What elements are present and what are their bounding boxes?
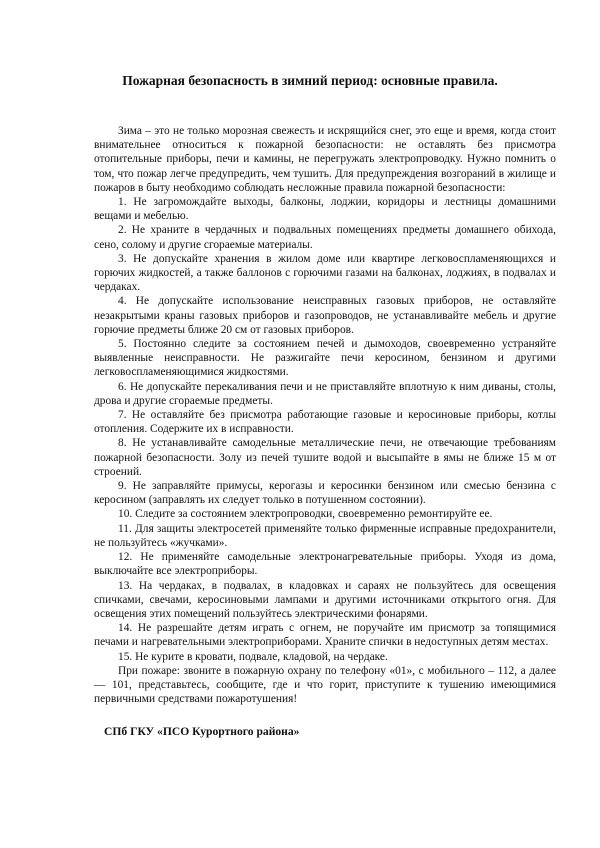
rule-9: 9. Не заправляйте примусы, керогазы и керосинки бензином или смесью бензина с керосином (заправлять их следует только в потушенном состоянии). [94,480,556,507]
document-body [94,124,556,706]
rule-15: 15. Не курите в кровати, подвале, кладовой, на чердаке. [118,650,388,663]
rule-3: 3. Не допускайте хранения в жилом доме или квартире легковоспламеняющихся и горючих жидкостей, а также баллонов с горючими газами на балконах, лоджиях, в подвалах и чердаках. [94,252,556,294]
rule-5: 5. Постоянно следите за состоянием печей и дымоходов, своевременно устраняйте выявленные неисправности. Не разжигайте печи керосином, бензином и другими легковоспламеняющимися жидкостями. [94,338,556,379]
page-title: Пожарная безопасность в зимний период: основные правила. [122,73,498,88]
rule-6: 6. Не допускайте перекаливания печи и не приставляйте вплотную к ним диваны, столы, дрова и другие сгораемые предметы. [94,380,556,407]
rule-8: 8. Не устанавливайте самодельные металлические печи, не отвечающие требованиям пожарной безопасности. Золу из печей тушите водой и высыпайте в ямы не ближе 15 м от строений. [94,437,556,478]
rule-7: 7. Не оставляйте без присмотра работающие газовые и керосиновые приборы, котлы отопления. Содержите их в исправности. [94,409,556,436]
rule-1: 1. Не загромождайте выходы, балконы, лоджии, коридоры и лестницы домашними вещами и мебелью. [94,196,556,223]
rule-2: 2. Не храните в чердачных и подвальных помещениях предметы домашнего обихода, сено, солому и другие сгораемые материалы. [94,224,556,251]
rule-14: 14. Не разрешайте детям играть с огнем, не поручайте им присмотр за топящимися печами и нагревательными электроприборами. Храните спички в недоступных детям местах. [94,622,556,649]
rule-4: 4. Не допускайте использование неисправных газовых приборов, не оставляйте незакрытыми краны газовых приборов и газопроводов, не устанавливайте мебель и другие горючие предметы ближе 20 см от газовых приборов. [94,295,556,336]
intro-paragraph: Зима – это не только морозная свежесть и искрящийся снег, это еще и время, когда стоит внимательнее относиться к пожарной безопасности: не оставлять без присмотра отопительные приборы, печи и камины, не перегружать электропроводку. Нужно помнить о том, что пожар легче предупредить, чем тушить. Для предупреждения возгораний в жилище и пожаров в быту необходимо соблюдать несложные правила пожарной безопасности: [94,125,556,194]
rule-11: 11. Для защиты электросетей применяйте только фирменные исправные предохранители, не пользуйтесь «жучками». [94,522,556,549]
rule-10: 10. Следите за состоянием электропроводки, своевременно ремонтируйте ее. [118,508,493,521]
fire-call-paragraph: При пожаре: звоните в пожарную охрану по телефону «01», с мобильного – 112, а далее — 101, представьтесь, сообщите, где и что горит, приступите к тушению имеющимися первичными средствами пожаротушения! [94,664,556,706]
rule-13: 13. На чердаках, в подвалах, в кладовках и сараях не пользуйтесь для освещения спичками, свечами, керосиновыми лампами и другими источниками открытого огня. Для освещения этих помещений пользуйтесь электрическими фонарями. [94,579,556,620]
rule-12: 12. Не применяйте самодельные электронагревательные приборы. Уходя из дома, выключайте все электроприборы. [94,551,556,578]
signature: СПб ГКУ «ПСО Курортного района» [104,725,300,738]
